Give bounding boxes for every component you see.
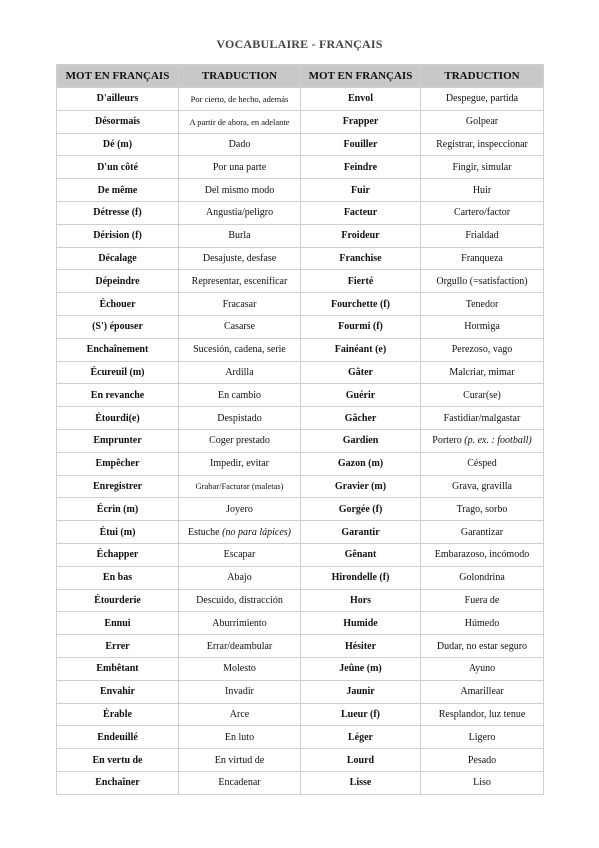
french-word [57, 270, 179, 293]
french-word-text: Gênant [344, 549, 377, 561]
translation [421, 543, 544, 566]
french-word-text: Échapper [96, 549, 139, 561]
table-row [57, 498, 544, 521]
french-word-text: D'ailleurs [96, 93, 139, 105]
table-row [57, 726, 544, 749]
translation [421, 726, 544, 749]
translation [421, 110, 544, 133]
translation-text: Portero [432, 435, 465, 447]
translation-text: Fastidiar/malgastar [443, 412, 521, 424]
french-word-text: Froideur [341, 230, 380, 242]
french-word-text: Humide [343, 617, 378, 629]
table-row [57, 156, 544, 179]
french-word-text: Gazon (m) [337, 458, 384, 470]
french-word-text: Lueur (f) [341, 708, 380, 720]
french-word [57, 749, 179, 772]
translation [421, 315, 544, 338]
translation-text: Golpear [465, 116, 499, 128]
french-word-text: Franchise [339, 252, 382, 264]
translation [421, 201, 544, 224]
translation [421, 566, 544, 589]
translation [179, 498, 301, 521]
translation-text: Grava, gravilla [452, 480, 512, 492]
header-word-1: MOT EN FRANÇAIS [57, 65, 179, 88]
translation [179, 156, 301, 179]
table-row [57, 543, 544, 566]
french-word [301, 429, 421, 452]
french-word [57, 589, 179, 612]
french-word [57, 703, 179, 726]
french-word-text: Désormais [95, 116, 140, 128]
french-word-text: Détresse (f) [93, 207, 142, 219]
french-word [57, 247, 179, 270]
translation-text: Representar, escenificar [191, 275, 288, 287]
translation-text: Grabar/Facturar (maletas) [195, 481, 284, 492]
french-word [301, 407, 421, 430]
page-title: VOCABULAIRE - FRANÇAIS [216, 37, 383, 51]
translation [421, 361, 544, 384]
translation [179, 452, 301, 475]
translation-text: Abajo [227, 572, 252, 584]
french-word-text: Érable [103, 708, 132, 720]
translation [179, 407, 301, 430]
table-row [57, 589, 544, 612]
translation [421, 156, 544, 179]
translation [421, 407, 544, 430]
french-word-text: Gravier (m) [334, 480, 387, 492]
french-word-text: Dé (m) [102, 138, 133, 150]
translation-text: En cambio [217, 389, 262, 401]
translation-text: Tenedor [465, 298, 499, 310]
translation-text: Por una parte [212, 161, 267, 173]
translation [179, 133, 301, 156]
french-word-text: Échouer [99, 298, 136, 310]
table-row [57, 771, 544, 794]
french-word [57, 201, 179, 224]
translation [179, 703, 301, 726]
french-word-text: Dérision (f) [93, 230, 142, 242]
translation-text: Impedir, evitar [209, 458, 270, 470]
translation [179, 589, 301, 612]
translation-text: Joyero [226, 503, 253, 515]
translation-text: Escapar [223, 549, 256, 561]
table-row [57, 110, 544, 133]
translation [179, 475, 301, 498]
table-row [57, 635, 544, 658]
translation-text: Cartero/factor [453, 207, 511, 219]
french-word-text: Enchaîner [95, 777, 140, 789]
french-word-text: Étourdi(e) [95, 412, 140, 424]
french-word-text: Fourmi (f) [338, 321, 383, 333]
french-word [57, 179, 179, 202]
french-word-text: Hésiter [344, 640, 377, 652]
french-word-text: Gardien [342, 435, 379, 447]
table-row [57, 407, 544, 430]
french-word-text: Fuir [351, 184, 370, 196]
translation-text: Amarillear [460, 686, 504, 698]
table-row [57, 315, 544, 338]
french-word [57, 498, 179, 521]
french-word-text: Fainéant (e) [334, 344, 387, 356]
translation-text: Registrar, inspeccionar [436, 138, 528, 150]
french-word [301, 133, 421, 156]
translation [179, 315, 301, 338]
french-word-text: Facteur [343, 207, 378, 219]
translation-text: Malcriar, mimar [449, 366, 515, 378]
table-header-row [57, 65, 544, 88]
translation-text: Encadenar [218, 777, 261, 789]
translation [421, 521, 544, 544]
translation-text: Orgullo (=satisfaction) [436, 275, 528, 287]
translation [179, 521, 301, 544]
translation-text: Angustia/peligro [205, 207, 274, 219]
french-word [301, 612, 421, 635]
translation [179, 88, 301, 111]
french-word [301, 726, 421, 749]
french-word [57, 771, 179, 794]
french-word-text: Guérir [345, 389, 376, 401]
french-word [301, 635, 421, 658]
french-word-text: Hors [349, 594, 372, 606]
french-word [301, 110, 421, 133]
french-word [301, 657, 421, 680]
translation [179, 635, 301, 658]
french-word-text: Étourderie [94, 594, 141, 606]
table-row [57, 247, 544, 270]
french-word-text: Feindre [343, 161, 378, 173]
french-word-text: Jaunir [346, 686, 375, 698]
translation-text: Huir [472, 184, 492, 196]
translation-text: Húmedo [464, 617, 500, 629]
french-word [57, 88, 179, 111]
translation [421, 771, 544, 794]
translation [179, 201, 301, 224]
translation-text: Curar(se) [463, 389, 501, 401]
french-word-text: Gâcher [344, 412, 377, 424]
translation-text: Estuche [187, 526, 223, 538]
french-word-text: Étui (m) [99, 526, 136, 538]
french-word-text: Embêtant [96, 663, 139, 675]
translation [421, 680, 544, 703]
french-word [301, 771, 421, 794]
table-row [57, 452, 544, 475]
translation [421, 429, 544, 452]
translation [421, 703, 544, 726]
french-word [301, 338, 421, 361]
translation-text: Resplandor, luz tenue [438, 708, 526, 720]
translation [421, 475, 544, 498]
translation [421, 384, 544, 407]
translation [179, 361, 301, 384]
french-word [57, 657, 179, 680]
french-word [57, 543, 179, 566]
translation-text: Desajuste, desfase [202, 252, 277, 264]
translation [179, 543, 301, 566]
translation [179, 270, 301, 293]
french-word-text: Décalage [98, 252, 137, 264]
table-row [57, 612, 544, 635]
vocabulary-table [56, 64, 544, 795]
french-word-text: Écureuil (m) [90, 366, 145, 378]
translation-text: En virtud de [214, 754, 265, 766]
french-word [57, 384, 179, 407]
translation [179, 247, 301, 270]
translation-text: En luto [224, 731, 255, 743]
translation [421, 589, 544, 612]
table-row [57, 384, 544, 407]
header-translation-2: TRADUCTION [421, 65, 544, 88]
french-word-text: Errer [105, 640, 130, 652]
french-word-text: Enchaînement [86, 344, 149, 356]
translation-text: Perezoso, vago [451, 344, 513, 356]
translation-text: Franqueza [461, 252, 503, 264]
translation-text: Arce [229, 708, 250, 720]
french-word-text: Frapper [342, 116, 379, 128]
translation [421, 657, 544, 680]
french-word [301, 680, 421, 703]
french-word [301, 703, 421, 726]
translation-text: Coger prestado [209, 435, 270, 447]
french-word-text: Dépeindre [95, 275, 140, 287]
translation-text: Despegue, partida [445, 93, 519, 105]
french-word-text: Lisse [349, 777, 372, 789]
table-row [57, 293, 544, 316]
french-word [57, 224, 179, 247]
french-word [301, 543, 421, 566]
table-row [57, 338, 544, 361]
french-word [57, 452, 179, 475]
translation-note: (p. ex. : football) [464, 435, 532, 447]
french-word [301, 384, 421, 407]
translation [421, 612, 544, 635]
translation [421, 179, 544, 202]
french-word-text: Écrin (m) [96, 503, 139, 515]
french-word [301, 156, 421, 179]
translation-text: Golondrina [459, 572, 505, 584]
french-word [301, 315, 421, 338]
translation [421, 293, 544, 316]
translation [421, 133, 544, 156]
french-word [301, 224, 421, 247]
french-word [57, 566, 179, 589]
french-word [301, 452, 421, 475]
french-word-text: Enregistrer [92, 480, 143, 492]
translation-text: Embarazoso, incómodo [434, 549, 530, 561]
french-word [57, 361, 179, 384]
translation-text: A partir de ahora, en adelante [189, 116, 290, 127]
translation-text: Por cierto, de hecho, además [190, 93, 289, 104]
french-word [57, 156, 179, 179]
french-word [57, 635, 179, 658]
french-word [57, 110, 179, 133]
table-row [57, 201, 544, 224]
translation-text: Invadir [225, 686, 254, 698]
french-word [57, 133, 179, 156]
french-word [301, 179, 421, 202]
french-word-text: Jeûne (m) [339, 663, 382, 675]
translation [179, 657, 301, 680]
translation [421, 452, 544, 475]
translation-text: Hormiga [464, 321, 500, 333]
table-row [57, 566, 544, 589]
translation [421, 270, 544, 293]
translation-note: (no para lápices) [222, 526, 292, 538]
translation-text: Molesto [223, 663, 256, 675]
french-word-text: Emprunter [93, 435, 142, 447]
translation-text: Dado [228, 138, 251, 150]
french-word [57, 315, 179, 338]
translation [179, 110, 301, 133]
translation-text: Dudar, no estar seguro [436, 640, 528, 652]
translation [179, 749, 301, 772]
french-word-text: Endeuillé [97, 731, 138, 743]
french-word-text: D'un côté [97, 161, 138, 173]
translation [421, 338, 544, 361]
translation-text: Despistado [217, 412, 262, 424]
translation-text: Liso [473, 777, 491, 789]
french-word [57, 429, 179, 452]
table-row [57, 521, 544, 544]
french-word [57, 521, 179, 544]
translation [179, 293, 301, 316]
french-word [301, 566, 421, 589]
translation [179, 680, 301, 703]
table-row [57, 657, 544, 680]
translation [179, 179, 301, 202]
table-row [57, 361, 544, 384]
french-word [301, 293, 421, 316]
translation-text: Burla [228, 230, 251, 242]
translation-text: Ligero [468, 731, 496, 743]
translation [421, 498, 544, 521]
french-word [57, 338, 179, 361]
french-word-text: De même [97, 184, 138, 196]
french-word-text: Fouiller [343, 138, 378, 150]
table-row [57, 475, 544, 498]
translation [421, 635, 544, 658]
french-word-text: En bas [102, 572, 133, 584]
french-word [301, 88, 421, 111]
french-word [57, 407, 179, 430]
french-word [301, 361, 421, 384]
translation [421, 88, 544, 111]
table-row [57, 749, 544, 772]
translation-text: Fingir, simular [452, 161, 512, 173]
french-word-text: Fourchette (f) [331, 298, 390, 310]
translation-text: Fuera de [464, 594, 500, 606]
translation [179, 224, 301, 247]
table-row [57, 429, 544, 452]
translation-text: Ayuno [468, 663, 496, 675]
french-word [301, 247, 421, 270]
french-word-text: En vertu de [92, 754, 143, 766]
french-word [57, 293, 179, 316]
translation-text: Del mismo modo [204, 184, 275, 196]
translation-text: Garantizar [460, 526, 504, 538]
table-row [57, 703, 544, 726]
translation-text: Aburrimiento [212, 617, 267, 629]
french-word-text: Lourd [346, 754, 375, 766]
translation [179, 612, 301, 635]
translation-text: Errar/deambular [206, 640, 273, 652]
french-word-text: Fierté [347, 275, 374, 287]
french-word [301, 521, 421, 544]
translation-text: Trago, sorbo [456, 503, 508, 515]
french-word-text: Gâter [348, 366, 373, 378]
table-row [57, 270, 544, 293]
translation [179, 429, 301, 452]
translation-text: Frialdad [465, 230, 499, 242]
french-word-text: Garantir [341, 526, 380, 538]
french-word-text: En revanche [90, 389, 145, 401]
header-translation-1: TRADUCTION [179, 65, 301, 88]
translation [421, 247, 544, 270]
translation [421, 749, 544, 772]
french-word-text: Envahir [99, 686, 135, 698]
header-word-2: MOT EN FRANÇAIS [301, 65, 421, 88]
translation-text: Ardilla [225, 366, 254, 378]
french-word [57, 475, 179, 498]
translation [179, 338, 301, 361]
translation-text: Sucesión, cadena, serie [193, 344, 286, 356]
french-word-text: Ennui [104, 617, 131, 629]
translation-text: Descuido, distracción [196, 594, 283, 606]
table-row [57, 88, 544, 111]
french-word [301, 475, 421, 498]
table-row [57, 133, 544, 156]
translation-text: Pesado [467, 754, 497, 766]
french-word-text: Envol [347, 93, 373, 105]
translation-text: Césped [467, 458, 497, 470]
french-word [301, 270, 421, 293]
french-word [57, 680, 179, 703]
translation [179, 384, 301, 407]
table-row [57, 179, 544, 202]
table-row [57, 224, 544, 247]
french-word [57, 612, 179, 635]
french-word [301, 498, 421, 521]
translation-text: Fracasar [222, 298, 257, 310]
translation-text: Casarse [223, 321, 256, 333]
table-row [57, 680, 544, 703]
translation [179, 566, 301, 589]
french-word [301, 201, 421, 224]
translation [179, 771, 301, 794]
french-word-text: Gorgée (f) [338, 503, 383, 515]
french-word [57, 726, 179, 749]
french-word-text: Léger [348, 731, 373, 743]
french-word-text: Hirondelle (f) [331, 572, 390, 584]
translation [179, 726, 301, 749]
french-word [301, 749, 421, 772]
french-word [301, 589, 421, 612]
french-word-text: (S') épouser [92, 321, 143, 333]
translation [421, 224, 544, 247]
french-word-text: Empêcher [95, 458, 140, 470]
